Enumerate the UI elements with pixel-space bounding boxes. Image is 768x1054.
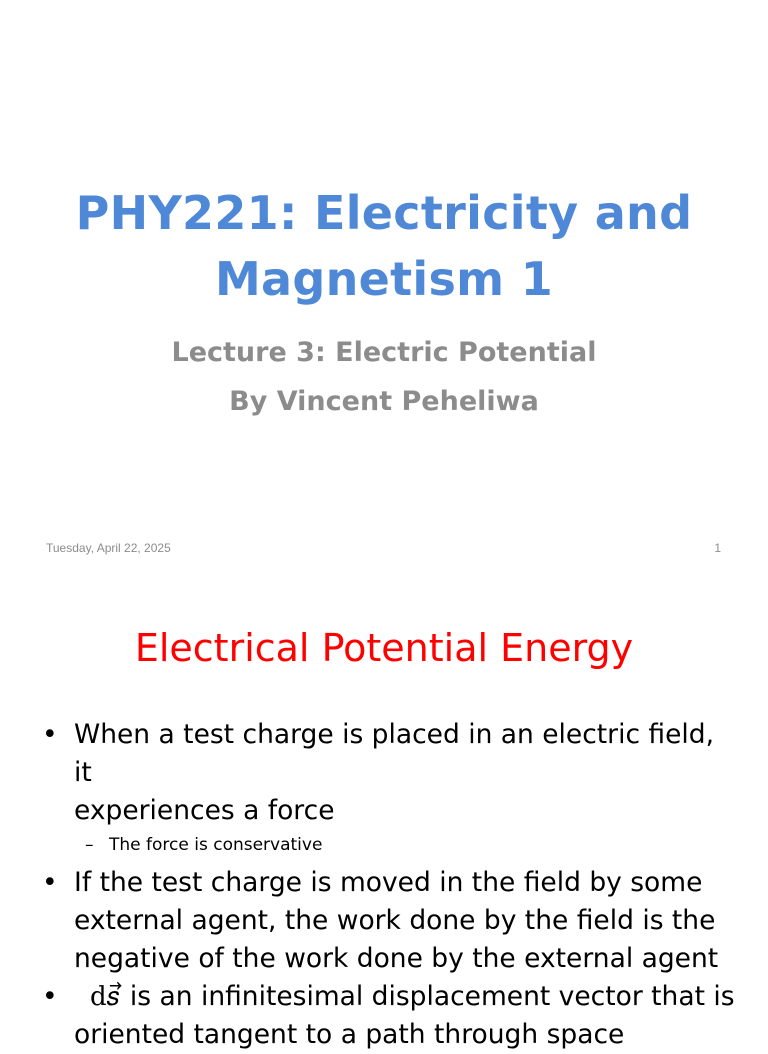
bullet-text-line: negative of the work done by the external agent bbox=[74, 943, 719, 974]
bullet-item bbox=[40, 716, 740, 830]
sub-bullet-item bbox=[40, 830, 740, 860]
slide-heading: Electrical Potential Energy bbox=[134, 626, 634, 670]
lecture-subtitle: Lecture 3: Electric Potential bbox=[171, 337, 597, 368]
footer-date: Tuesday, April 22, 2025 bbox=[46, 541, 171, 555]
bullet-text-line: If the test charge is moved in the field by some bbox=[74, 867, 703, 898]
slide-title-line-2: Magnetism 1 bbox=[214, 252, 554, 306]
bullet-list bbox=[40, 716, 740, 1054]
bullet-text-line: experiences a force bbox=[74, 795, 335, 826]
bullet-text-line: external agent, the work done by the field is the bbox=[74, 905, 716, 936]
bullet-icon: • bbox=[42, 867, 58, 898]
bullet-icon: • bbox=[42, 981, 58, 1012]
author-subtitle: By Vincent Peheliwa bbox=[229, 386, 539, 417]
content-slide bbox=[0, 576, 768, 1050]
bullet-item bbox=[40, 978, 740, 1054]
bullet-text-line: When a test charge is placed in an electric field, it bbox=[74, 719, 715, 788]
bullet-icon: • bbox=[42, 719, 58, 750]
bullet-text-line: oriented tangent to a path through space bbox=[74, 1019, 625, 1050]
bullet-text-line: is an infinitesimal displacement vector that is bbox=[129, 981, 735, 1012]
displacement-vector-math: d𝑠⃗ bbox=[90, 982, 120, 1012]
slide-title bbox=[40, 180, 728, 312]
bullet-item bbox=[40, 864, 740, 978]
sub-bullet-text: The force is conservative bbox=[109, 835, 323, 855]
slide-title-line-1: PHY221: Electricity and bbox=[75, 186, 693, 240]
footer-page-number: 1 bbox=[714, 541, 721, 555]
dash-icon: – bbox=[85, 835, 94, 855]
